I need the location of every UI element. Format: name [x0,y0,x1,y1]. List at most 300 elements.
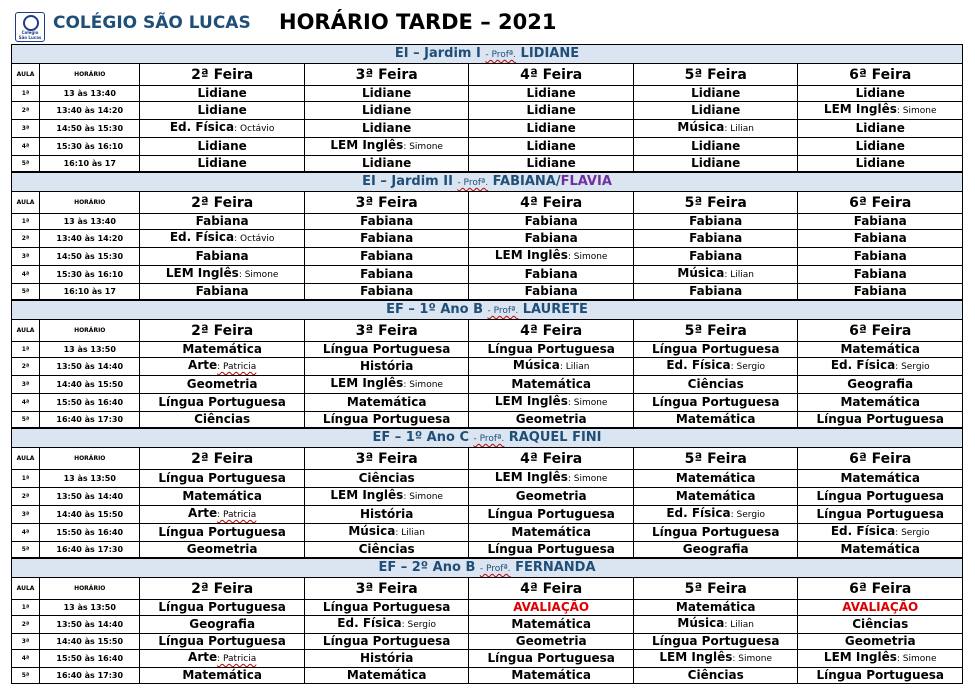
subject-cell [304,214,469,230]
horario-cell: 15:30 às 16:10 [40,266,140,284]
subject-name: LEM Inglês [659,650,733,664]
subject-name: Fabiana [524,267,578,281]
subject-cell [304,524,469,542]
subject-cell [304,120,469,138]
class-block [12,45,962,172]
subject-cell [140,284,305,300]
table-header-row [12,578,962,600]
teacher-name: FABIANA [492,174,556,189]
table-row [12,284,962,300]
subject-cell [633,248,798,266]
subject-teacher: : Lilian [724,124,754,134]
subject-name: Música [677,616,725,630]
aula-cell: 5ª [12,412,40,428]
subject-cell [633,616,798,634]
table-header-row [12,64,962,86]
subject-name: Ed. Física [666,506,731,520]
table-row [12,524,962,542]
subject-cell [633,214,798,230]
subject-name: Fabiana [360,249,414,263]
subject-cell [469,248,634,266]
class-band [12,172,962,192]
horario-cell: 14:50 às 15:30 [40,248,140,266]
table-row [12,542,962,558]
subject-name: Lidiane [197,156,247,170]
subject-cell [304,634,469,650]
subject-teacher: : Simone [238,270,279,280]
subject-teacher: : Simone [896,106,937,116]
class-name: EF – 2º Ano B [378,560,476,575]
subject-cell [633,120,798,138]
subject-cell [140,376,305,394]
subject-cell [798,266,962,284]
subject-name: Lidiane [526,139,576,153]
day-header: 2ª Feira [140,64,305,86]
subject-cell [304,506,469,524]
subject-name: Fabiana [853,249,907,263]
subject-cell [469,376,634,394]
subject-name: Matemática [840,542,921,556]
subject-cell [633,266,798,284]
subject-cell [140,412,305,428]
table-row [12,376,962,394]
subject-name: Geometria [515,412,587,426]
day-header: 2ª Feira [140,192,305,214]
horario-cell: 13:40 às 14:20 [40,230,140,248]
horario-cell: 14:50 às 15:30 [40,120,140,138]
aula-cell: 1ª [12,214,40,230]
subject-name: Lidiane [197,139,247,153]
subject-name: Ed. Física [337,616,402,630]
subject-cell [140,668,305,684]
horario-cell: 13 às 13:50 [40,470,140,488]
subject-name: Ed. Física [830,524,896,538]
subject-name: Geometria [186,377,258,391]
subject-cell [469,600,634,616]
day-header: 6ª Feira [798,192,962,214]
subject-cell [798,668,962,684]
subject-name: Fabiana [195,249,249,263]
subject-name: Matemática [675,412,756,426]
aula-cell: 3ª [12,248,40,266]
aula-cell: 4ª [12,266,40,284]
subject-cell [798,248,962,266]
subject-name: Fabiana [195,214,249,228]
subject-name: Língua Portuguesa [158,634,286,648]
day-header: 6ª Feira [798,578,962,600]
subject-name: Língua Portuguesa [651,342,780,356]
subject-name: Arte [188,358,218,372]
subject-cell [469,156,634,172]
subject-name: LEM Inglês [165,266,239,280]
subject-cell [798,284,962,300]
subject-teacher: : Lilian [724,270,754,280]
day-header: 5ª Feira [633,192,798,214]
subject-name: Língua Portuguesa [158,525,286,539]
table-row [12,668,962,684]
teacher-name-second: FLAVIA [560,174,612,189]
horario-cell: 13 às 13:40 [40,214,140,230]
table-row [12,86,962,102]
subject-name: Matemática [511,377,591,391]
aula-cell: 2ª [12,230,40,248]
subject-cell [140,102,305,120]
table-header-row [12,192,962,214]
subject-cell [469,342,634,358]
subject-teacher: : Patricia [217,510,257,520]
subject-name: Fabiana [853,231,907,245]
subject-name: Música [512,358,560,372]
subject-teacher: : Sergio [895,362,930,372]
subject-cell [633,488,798,506]
subject-name: LEM Inglês [494,394,568,408]
subject-teacher: : Patricia [217,362,257,372]
horario-cell: 15:50 às 16:40 [40,650,140,668]
subject-cell [304,668,469,684]
day-header: 4ª Feira [469,578,634,600]
school-logo-icon [15,12,45,42]
subject-name: Geometria [515,489,587,503]
subject-cell [140,266,305,284]
subject-cell [633,542,798,558]
subject-cell [798,156,962,172]
horario-header: HORÁRIO [40,578,140,600]
subject-cell [469,284,634,300]
subject-cell [469,542,634,558]
subject-teacher: : Sergio [895,528,930,538]
subject-name: Fabiana [689,284,743,298]
subject-cell [469,634,634,650]
subject-teacher: : Octávio [234,234,275,244]
aula-cell: 2ª [12,616,40,634]
subject-name: Lidiane [526,156,576,170]
day-header: 4ª Feira [469,448,634,470]
horario-cell: 14:40 às 15:50 [40,376,140,394]
subject-cell [304,342,469,358]
aula-header: AULA [12,192,40,214]
subject-name: Lidiane [362,156,412,170]
subject-name: LEM Inglês [494,248,568,262]
subject-cell [140,488,305,506]
class-name: EF – 1º Ano B [386,302,484,317]
day-header: 6ª Feira [798,448,962,470]
subject-name: Fabiana [689,249,743,263]
subject-name: Matemática [511,668,591,682]
subject-teacher: : Simone [403,380,443,390]
teacher-prefix: - Profª. [479,564,511,574]
subject-cell [304,230,469,248]
subject-name: Fabiana [360,231,414,245]
aula-cell: 2ª [12,488,40,506]
subject-cell [140,138,305,156]
aula-cell: 3ª [12,120,40,138]
subject-cell [798,342,962,358]
subject-cell [798,120,962,138]
horario-cell: 15:50 às 16:40 [40,394,140,412]
table-row [12,412,962,428]
teacher-prefix: - Profª. [457,178,489,188]
subject-name: Ciências [687,668,744,682]
day-header: 6ª Feira [798,64,962,86]
subject-cell [469,86,634,102]
day-header: 3ª Feira [304,64,469,86]
subject-cell [469,230,634,248]
subject-cell [304,488,469,506]
day-header: 3ª Feira [304,448,469,470]
logo-emblem-icon [23,15,39,31]
subject-cell [304,248,469,266]
subject-name: Matemática [675,600,756,614]
day-header: 3ª Feira [304,578,469,600]
subject-name: Língua Portuguesa [487,507,615,521]
subject-cell [140,600,305,616]
subject-cell [798,488,962,506]
table-row [12,230,962,248]
subject-name: Ed. Física [169,230,235,244]
subject-cell [469,506,634,524]
subject-cell [798,230,962,248]
aula-cell: 5ª [12,156,40,172]
subject-name: Ciências [358,542,415,556]
subject-cell [140,342,305,358]
aula-cell: 2ª [12,102,40,120]
subject-name: Fabiana [853,267,907,281]
subject-name: AVALIAÇÃO [513,600,590,614]
subject-cell [304,600,469,616]
subject-cell [304,284,469,300]
subject-name: Lidiane [362,121,412,135]
aula-header: AULA [12,320,40,342]
subject-cell [140,524,305,542]
subject-name: Lidiane [855,139,905,153]
subject-name: História [359,651,414,665]
day-header: 5ª Feira [633,64,798,86]
subject-cell [304,650,469,668]
subject-name: Música [348,524,396,538]
table-row [12,138,962,156]
subject-teacher: : Lilian [395,528,425,538]
subject-cell [633,230,798,248]
aula-cell: 3ª [12,634,40,650]
subject-name: Língua Portuguesa [322,342,451,356]
subject-name: Matemática [346,668,427,682]
subject-name: Lidiane [691,103,741,117]
subject-teacher: : Simone [403,492,443,502]
aula-cell: 5ª [12,668,40,684]
subject-name: Música [677,266,725,280]
subject-name: Ciências [194,412,251,426]
teacher-prefix: - Profª. [487,306,519,316]
subject-cell [140,230,305,248]
horario-cell: 16:10 às 17 [40,156,140,172]
schedule-table [12,64,962,172]
page-title: HORÁRIO TARDE – 2021 [279,10,557,34]
subject-cell [633,524,798,542]
subject-name: Língua Portuguesa [651,525,780,539]
subject-name: Matemática [182,342,262,356]
subject-name: Geometria [186,542,258,556]
subject-name: Matemática [840,471,921,485]
aula-cell: 4ª [12,650,40,668]
horario-cell: 13:40 às 14:20 [40,102,140,120]
subject-name: Matemática [511,617,591,631]
subject-name: Ciências [358,471,415,485]
subject-cell [633,156,798,172]
subject-name: Fabiana [360,214,414,228]
horario-cell: 14:40 às 15:50 [40,634,140,650]
subject-cell [798,138,962,156]
subject-cell [140,470,305,488]
subject-cell [469,214,634,230]
subject-cell [798,394,962,412]
subject-cell [140,156,305,172]
aula-cell: 1ª [12,600,40,616]
subject-cell [633,86,798,102]
aula-cell: 4ª [12,138,40,156]
subject-name: Língua Portuguesa [816,489,944,503]
subject-teacher: : Patricia [217,654,257,664]
aula-cell: 3ª [12,376,40,394]
subject-cell [798,102,962,120]
subject-teacher: : Simone [567,398,608,408]
table-row [12,650,962,668]
subject-teacher: : Sergio [730,510,766,520]
subject-name: Fabiana [360,267,414,281]
subject-name: Ed. Física [169,120,235,134]
schedule-table [12,192,962,300]
class-band [12,558,962,578]
subject-cell [304,86,469,102]
subject-name: Língua Portuguesa [487,651,615,665]
day-header: 5ª Feira [633,578,798,600]
aula-header: AULA [12,64,40,86]
aula-header: AULA [12,578,40,600]
subject-name: Língua Portuguesa [158,395,286,409]
subject-name: Geometria [515,634,587,648]
day-header: 4ª Feira [469,320,634,342]
subject-cell [798,600,962,616]
subject-name: LEM Inglês [330,376,404,390]
horario-cell: 13 às 13:40 [40,86,140,102]
horario-cell: 14:40 às 15:50 [40,506,140,524]
horario-cell: 16:40 às 17:30 [40,668,140,684]
class-name: EI – Jardim I [394,46,481,61]
subject-teacher: : Lilian [559,362,590,372]
table-row [12,470,962,488]
subject-name: LEM Inglês [823,102,897,116]
subject-cell [304,376,469,394]
aula-cell: 1ª [12,470,40,488]
subject-cell [140,616,305,634]
horario-cell: 15:50 às 16:40 [40,524,140,542]
subject-cell [304,616,469,634]
horario-cell: 13:50 às 14:40 [40,616,140,634]
subject-name: Geografia [189,617,256,631]
schedule-table [12,578,962,683]
table-row [12,266,962,284]
subject-name: Ciências [687,377,744,391]
table-row [12,488,962,506]
subject-cell [798,86,962,102]
subject-cell [140,506,305,524]
class-band [12,428,962,448]
subject-name: Lidiane [691,139,741,153]
subject-cell [140,120,305,138]
subject-name: Lidiane [691,156,741,170]
teacher-name: LIDIANE [520,46,580,61]
subject-cell [798,542,962,558]
subject-teacher: : Lilian [724,620,754,630]
subject-name: Lidiane [691,86,741,100]
subject-name: Lidiane [526,103,576,117]
subject-cell [633,412,798,428]
aula-cell: 5ª [12,542,40,558]
subject-cell [304,470,469,488]
subject-cell [140,634,305,650]
subject-name: AVALIAÇÃO [842,600,919,614]
day-header: 6ª Feira [798,320,962,342]
class-block [12,428,962,558]
aula-cell: 1ª [12,86,40,102]
aula-cell: 4ª [12,394,40,412]
subject-name: Língua Portuguesa [651,634,780,648]
subject-name: Música [677,120,725,134]
subject-name: Fabiana [524,284,578,298]
schedule-table [12,448,962,558]
logo-text: Colégio São Lucas [18,30,42,40]
subject-name: Lidiane [855,86,905,100]
subject-name: Língua Portuguesa [487,542,615,556]
day-header: 3ª Feira [304,192,469,214]
subject-cell [140,248,305,266]
subject-name: Língua Portuguesa [487,342,615,356]
subject-cell [304,394,469,412]
subject-cell [469,266,634,284]
horario-cell: 16:40 às 17:30 [40,542,140,558]
subject-name: Fabiana [689,231,743,245]
class-band [12,300,962,320]
subject-cell [798,376,962,394]
subject-name: Língua Portuguesa [322,634,451,648]
subject-cell [798,214,962,230]
header [13,10,963,42]
subject-cell [798,650,962,668]
subject-cell [633,284,798,300]
subject-name: Ciências [852,617,909,631]
subject-cell [633,470,798,488]
horario-header: HORÁRIO [40,448,140,470]
day-header: 4ª Feira [469,64,634,86]
teacher-prefix: - Profª. [473,434,505,444]
table-header-row [12,448,962,470]
subject-cell [469,358,634,376]
subject-cell [304,412,469,428]
subject-cell [140,394,305,412]
subject-teacher: : Simone [896,654,937,664]
subject-cell [633,102,798,120]
subject-name: Língua Portuguesa [816,668,944,682]
subject-name: Lidiane [526,121,576,135]
subject-cell [798,470,962,488]
subject-name: Geografia [847,377,914,391]
subject-name: Lidiane [362,86,412,100]
subject-name: Lidiane [197,86,247,100]
subject-cell [633,358,798,376]
subject-name: Fabiana [689,214,743,228]
class-block [12,300,962,428]
subject-teacher: : Sergio [401,620,437,630]
table-row [12,394,962,412]
